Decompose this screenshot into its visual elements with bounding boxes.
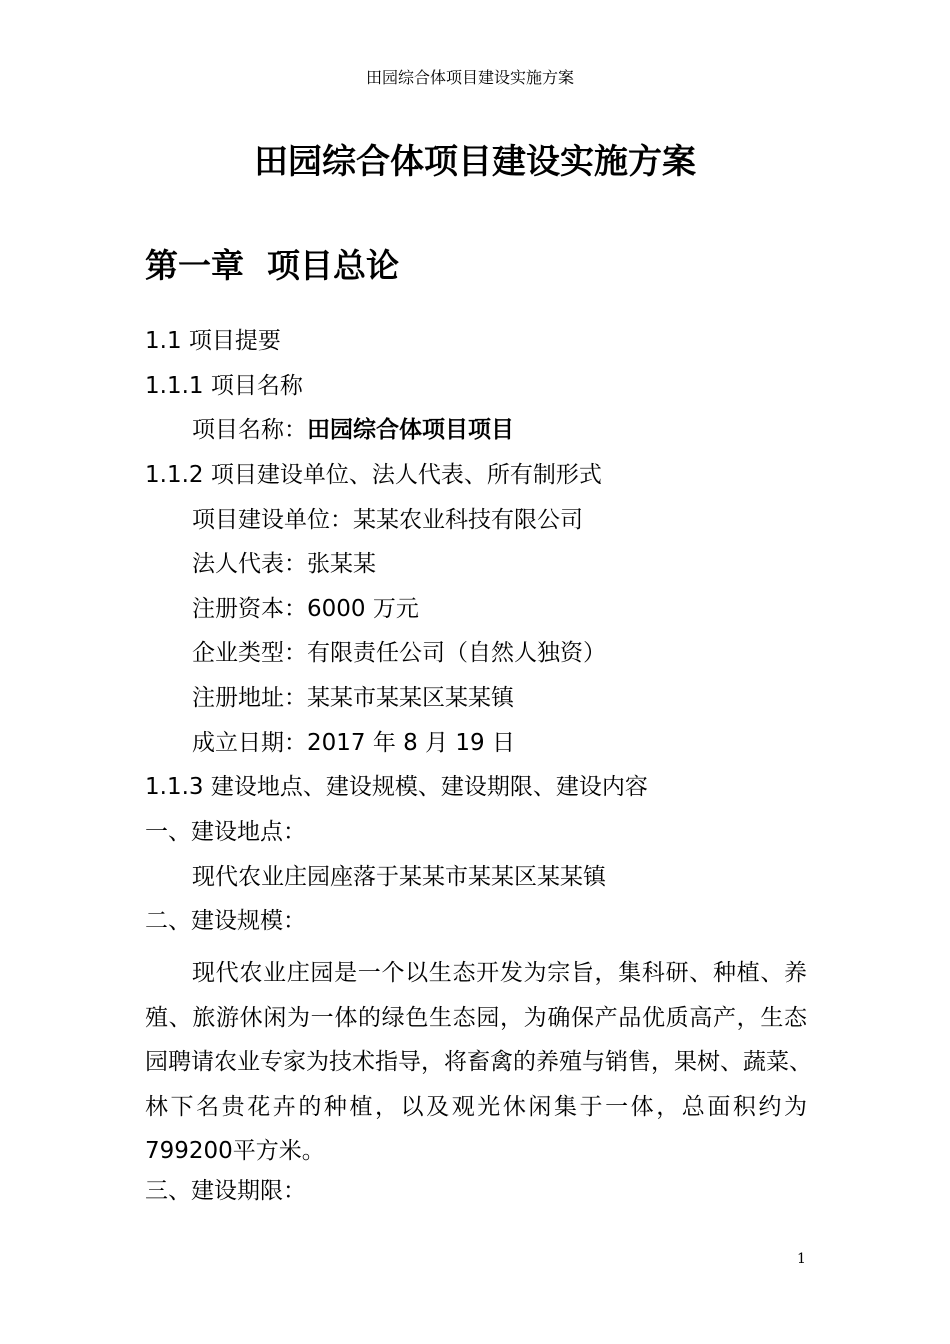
- page-number: 1: [797, 1251, 806, 1267]
- paragraph-line: 园聘请农业专家为技术指导，将畜禽的养殖与销售，果树、蔬菜、: [145, 1049, 812, 1076]
- location-heading: 一、建设地点：: [145, 819, 306, 845]
- founded-date-line: 成立日期：2017 年 8 月 19 日: [192, 730, 515, 756]
- project-name-line: [192, 414, 514, 446]
- location-text: 现代农业庄园座落于某某市某某区某某镇: [192, 864, 606, 890]
- section-heading-1-1-3: 1.1.3 建设地点、建设规模、建设期限、建设内容: [145, 774, 648, 800]
- company-type-line: 企业类型：有限责任公司（自然人独资）: [192, 640, 606, 666]
- running-header: 田园综合体项目建设实施方案: [365, 68, 574, 87]
- period-heading: 三、建设期限：: [145, 1178, 306, 1204]
- document-title: 田园综合体项目建设实施方案: [254, 142, 696, 182]
- project-name-label: 项目名称：: [192, 417, 307, 443]
- builder-line: 项目建设单位：某某农业科技有限公司: [192, 507, 583, 533]
- scale-paragraph: [145, 951, 812, 1174]
- paragraph-line: 殖、旅游休闲为一体的绿色生态园，为确保产品优质高产，生态: [145, 1004, 807, 1031]
- chapter-heading: 第一章 项目总论: [145, 246, 399, 285]
- project-name-value: 田园综合体项目项目: [307, 417, 514, 443]
- paragraph-line: 现代农业庄园是一个以生态开发为宗旨，集科研、种植、养: [192, 960, 807, 986]
- scale-heading: 二、建设规模：: [145, 908, 306, 934]
- registered-capital-line: 注册资本：6000 万元: [192, 596, 419, 622]
- paragraph-line: 林下名贵花卉的种植，以及观光休闲集于一体，总面积约为: [145, 1093, 807, 1120]
- section-heading-1-1-2: 1.1.2 项目建设单位、法人代表、所有制形式: [145, 462, 602, 488]
- paragraph-line: 799200平方米。: [145, 1138, 325, 1165]
- registered-address-line: 注册地址：某某市某某区某某镇: [192, 685, 514, 711]
- legal-representative-line: 法人代表：张某某: [192, 551, 376, 577]
- section-heading-1-1-1: 1.1.1 项目名称: [145, 373, 303, 399]
- section-heading-1-1: 1.1 项目提要: [145, 328, 281, 354]
